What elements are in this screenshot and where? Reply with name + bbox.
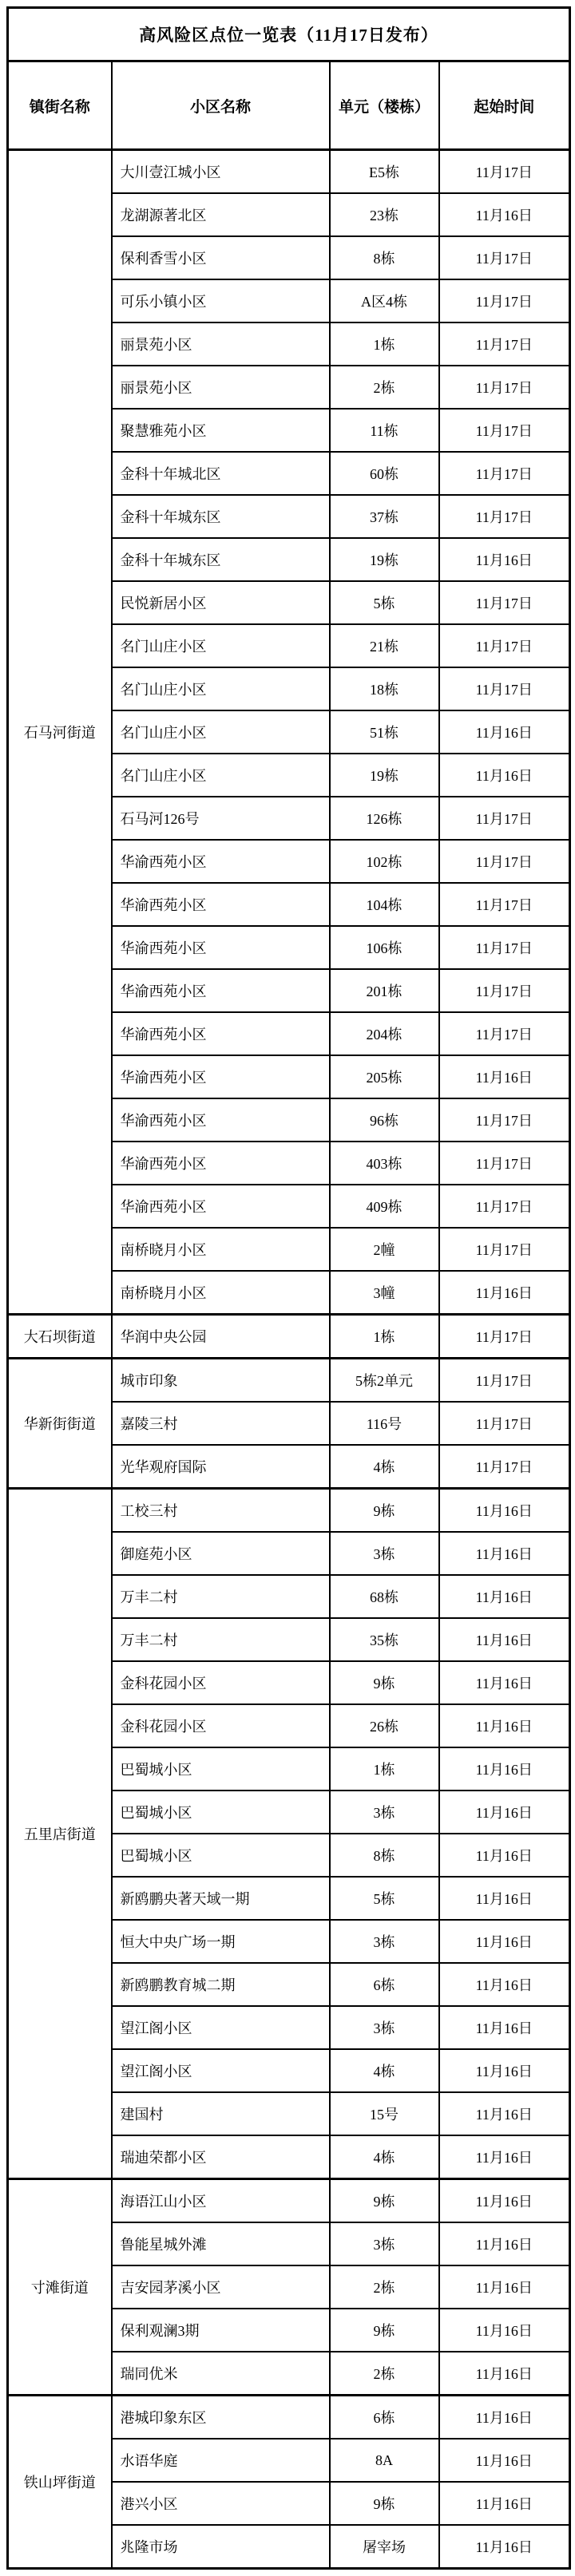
date-cell: 11月16日 <box>439 2049 570 2092</box>
title-row <box>8 8 570 61</box>
unit-cell: 1栋 <box>330 322 439 366</box>
date-cell: 11月17日 <box>439 1402 570 1445</box>
risk-area-table <box>6 6 571 2570</box>
community-cell: 龙湖源著北区 <box>112 193 330 236</box>
unit-cell: E5栋 <box>330 150 439 194</box>
unit-cell: 18栋 <box>330 667 439 710</box>
unit-cell: 8栋 <box>330 236 439 279</box>
unit-cell: 23栋 <box>330 193 439 236</box>
date-cell: 11月16日 <box>439 1963 570 2006</box>
date-cell: 11月16日 <box>439 2396 570 2439</box>
table-body <box>8 150 570 2569</box>
community-cell: 万丰二村 <box>112 1618 330 1661</box>
unit-cell: 6栋 <box>330 2396 439 2439</box>
unit-cell: 1栋 <box>330 1315 439 1359</box>
date-cell: 11月16日 <box>439 2006 570 2049</box>
community-cell: 华渝西苑小区 <box>112 926 330 969</box>
unit-cell: 2栋 <box>330 2352 439 2396</box>
unit-cell: 126栋 <box>330 797 439 840</box>
date-cell: 11月16日 <box>439 2179 570 2223</box>
date-cell: 11月17日 <box>439 322 570 366</box>
date-cell: 11月16日 <box>439 1704 570 1747</box>
date-cell: 11月17日 <box>439 409 570 452</box>
unit-cell: 102栋 <box>330 840 439 883</box>
date-cell: 11月17日 <box>439 624 570 667</box>
community-cell: 华渝西苑小区 <box>112 1055 330 1098</box>
column-header-community: 小区名称 <box>112 61 330 150</box>
date-cell: 11月17日 <box>439 883 570 926</box>
street-name-cell: 大石坝街道 <box>8 1315 112 1359</box>
date-cell: 11月16日 <box>439 2265 570 2309</box>
date-cell: 11月17日 <box>439 1228 570 1271</box>
table-head <box>8 8 570 150</box>
unit-cell: 3栋 <box>330 1791 439 1834</box>
date-cell: 11月17日 <box>439 797 570 840</box>
community-cell: 可乐小镇小区 <box>112 279 330 322</box>
unit-cell: 11栋 <box>330 409 439 452</box>
unit-cell: 3栋 <box>330 2006 439 2049</box>
community-cell: 华润中央公园 <box>112 1315 330 1359</box>
column-header-street: 镇街名称 <box>8 61 112 150</box>
unit-cell: 205栋 <box>330 1055 439 1098</box>
date-cell: 11月16日 <box>439 2439 570 2482</box>
street-name-cell: 五里店街道 <box>8 1489 112 2179</box>
unit-cell: 19栋 <box>330 754 439 797</box>
column-header-date: 起始时间 <box>439 61 570 150</box>
date-cell: 11月17日 <box>439 1098 570 1142</box>
date-cell: 11月17日 <box>439 1315 570 1359</box>
community-cell: 丽景苑小区 <box>112 322 330 366</box>
community-cell: 聚慧雅苑小区 <box>112 409 330 452</box>
date-cell: 11月17日 <box>439 1445 570 1489</box>
unit-cell: 60栋 <box>330 452 439 495</box>
date-cell: 11月16日 <box>439 1834 570 1877</box>
unit-cell: 2幢 <box>330 1228 439 1271</box>
community-cell: 恒大中央广场一期 <box>112 1920 330 1963</box>
unit-cell: 37栋 <box>330 495 439 538</box>
community-cell: 金科十年城北区 <box>112 452 330 495</box>
table-row <box>8 1489 570 1533</box>
date-cell: 11月16日 <box>439 1532 570 1575</box>
unit-cell: 35栋 <box>330 1618 439 1661</box>
community-cell: 海语江山小区 <box>112 2179 330 2223</box>
community-cell: 名门山庄小区 <box>112 624 330 667</box>
unit-cell: 106栋 <box>330 926 439 969</box>
unit-cell: 96栋 <box>330 1098 439 1142</box>
community-cell: 新鸥鹏央著天域一期 <box>112 1877 330 1920</box>
community-cell: 巴蜀城小区 <box>112 1834 330 1877</box>
unit-cell: 9栋 <box>330 1661 439 1704</box>
date-cell: 11月16日 <box>439 1877 570 1920</box>
community-cell: 南桥晓月小区 <box>112 1228 330 1271</box>
unit-cell: 4栋 <box>330 2135 439 2179</box>
table-row <box>8 1359 570 1403</box>
date-cell: 11月17日 <box>439 840 570 883</box>
date-cell: 11月17日 <box>439 667 570 710</box>
table-row <box>8 2179 570 2223</box>
community-cell: 瑞同优米 <box>112 2352 330 2396</box>
community-cell: 巴蜀城小区 <box>112 1791 330 1834</box>
community-cell: 华渝西苑小区 <box>112 883 330 926</box>
unit-cell: 26栋 <box>330 1704 439 1747</box>
unit-cell: 51栋 <box>330 710 439 754</box>
date-cell: 11月17日 <box>439 150 570 194</box>
date-cell: 11月16日 <box>439 2309 570 2352</box>
unit-cell: 3幢 <box>330 1271 439 1315</box>
community-cell: 华渝西苑小区 <box>112 1142 330 1185</box>
unit-cell: 403栋 <box>330 1142 439 1185</box>
date-cell: 11月16日 <box>439 1489 570 1533</box>
community-cell: 水语华庭 <box>112 2439 330 2482</box>
community-cell: 新鸥鹏教育城二期 <box>112 1963 330 2006</box>
unit-cell: 6栋 <box>330 1963 439 2006</box>
community-cell: 名门山庄小区 <box>112 710 330 754</box>
community-cell: 鲁能星城外滩 <box>112 2222 330 2265</box>
unit-cell: 3栋 <box>330 1532 439 1575</box>
community-cell: 保利观澜3期 <box>112 2309 330 2352</box>
unit-cell: 116号 <box>330 1402 439 1445</box>
community-cell: 金科花园小区 <box>112 1661 330 1704</box>
unit-cell: 4栋 <box>330 2049 439 2092</box>
community-cell: 巴蜀城小区 <box>112 1747 330 1791</box>
date-cell: 11月17日 <box>439 1359 570 1403</box>
community-cell: 名门山庄小区 <box>112 667 330 710</box>
date-cell: 11月16日 <box>439 2135 570 2179</box>
header-row <box>8 61 570 150</box>
unit-cell: 19栋 <box>330 538 439 581</box>
date-cell: 11月16日 <box>439 1791 570 1834</box>
date-cell: 11月16日 <box>439 1575 570 1618</box>
unit-cell: 5栋2单元 <box>330 1359 439 1403</box>
unit-cell: A区4栋 <box>330 279 439 322</box>
street-name-cell: 石马河街道 <box>8 150 112 1315</box>
date-cell: 11月17日 <box>439 926 570 969</box>
unit-cell: 5栋 <box>330 581 439 624</box>
community-cell: 丽景苑小区 <box>112 366 330 409</box>
unit-cell: 2栋 <box>330 2265 439 2309</box>
community-cell: 兆隆市场 <box>112 2525 330 2569</box>
unit-cell: 21栋 <box>330 624 439 667</box>
unit-cell: 9栋 <box>330 2309 439 2352</box>
date-cell: 11月16日 <box>439 710 570 754</box>
community-cell: 工校三村 <box>112 1489 330 1533</box>
date-cell: 11月16日 <box>439 2222 570 2265</box>
date-cell: 11月17日 <box>439 969 570 1012</box>
date-cell: 11月16日 <box>439 193 570 236</box>
unit-cell: 5栋 <box>330 1877 439 1920</box>
community-cell: 保利香雪小区 <box>112 236 330 279</box>
column-header-unit: 单元（楼栋） <box>330 61 439 150</box>
community-cell: 南桥晓月小区 <box>112 1271 330 1315</box>
unit-cell: 104栋 <box>330 883 439 926</box>
date-cell: 11月16日 <box>439 538 570 581</box>
community-cell: 光华观府国际 <box>112 1445 330 1489</box>
community-cell: 大川壹江城小区 <box>112 150 330 194</box>
unit-cell: 204栋 <box>330 1012 439 1055</box>
unit-cell: 15号 <box>330 2092 439 2135</box>
community-cell: 港城印象东区 <box>112 2396 330 2439</box>
date-cell: 11月16日 <box>439 2482 570 2525</box>
date-cell: 11月17日 <box>439 236 570 279</box>
unit-cell: 9栋 <box>330 2179 439 2223</box>
community-cell: 石马河126号 <box>112 797 330 840</box>
street-name-cell: 寸滩街道 <box>8 2179 112 2396</box>
unit-cell: 4栋 <box>330 1445 439 1489</box>
date-cell: 11月16日 <box>439 1618 570 1661</box>
date-cell: 11月16日 <box>439 1920 570 1963</box>
community-cell: 瑞迪荣都小区 <box>112 2135 330 2179</box>
community-cell: 华渝西苑小区 <box>112 840 330 883</box>
date-cell: 11月16日 <box>439 754 570 797</box>
community-cell: 金科花园小区 <box>112 1704 330 1747</box>
community-cell: 建国村 <box>112 2092 330 2135</box>
table-title: 高风险区点位一览表（11月17日发布） <box>8 8 570 61</box>
unit-cell: 8栋 <box>330 1834 439 1877</box>
community-cell: 华渝西苑小区 <box>112 1098 330 1142</box>
date-cell: 11月16日 <box>439 1661 570 1704</box>
date-cell: 11月17日 <box>439 279 570 322</box>
community-cell: 望江阁小区 <box>112 2049 330 2092</box>
unit-cell: 409栋 <box>330 1185 439 1228</box>
unit-cell: 9栋 <box>330 1489 439 1533</box>
date-cell: 11月17日 <box>439 366 570 409</box>
community-cell: 望江阁小区 <box>112 2006 330 2049</box>
street-name-cell: 华新街街道 <box>8 1359 112 1489</box>
date-cell: 11月17日 <box>439 581 570 624</box>
date-cell: 11月16日 <box>439 2352 570 2396</box>
table-row <box>8 2396 570 2439</box>
community-cell: 金科十年城东区 <box>112 495 330 538</box>
community-cell: 吉安园茅溪小区 <box>112 2265 330 2309</box>
unit-cell: 201栋 <box>330 969 439 1012</box>
date-cell: 11月16日 <box>439 2525 570 2569</box>
community-cell: 嘉陵三村 <box>112 1402 330 1445</box>
unit-cell: 2栋 <box>330 366 439 409</box>
date-cell: 11月16日 <box>439 1271 570 1315</box>
unit-cell: 3栋 <box>330 1920 439 1963</box>
date-cell: 11月16日 <box>439 1055 570 1098</box>
date-cell: 11月17日 <box>439 1012 570 1055</box>
community-cell: 华渝西苑小区 <box>112 969 330 1012</box>
date-cell: 11月17日 <box>439 495 570 538</box>
date-cell: 11月16日 <box>439 1747 570 1791</box>
unit-cell: 8A <box>330 2439 439 2482</box>
unit-cell: 9栋 <box>330 2482 439 2525</box>
community-cell: 华渝西苑小区 <box>112 1012 330 1055</box>
date-cell: 11月17日 <box>439 1142 570 1185</box>
unit-cell: 1栋 <box>330 1747 439 1791</box>
community-cell: 名门山庄小区 <box>112 754 330 797</box>
community-cell: 城市印象 <box>112 1359 330 1403</box>
community-cell: 华渝西苑小区 <box>112 1185 330 1228</box>
street-name-cell: 铁山坪街道 <box>8 2396 112 2569</box>
community-cell: 御庭苑小区 <box>112 1532 330 1575</box>
table-row <box>8 1315 570 1359</box>
date-cell: 11月17日 <box>439 452 570 495</box>
table-row <box>8 150 570 194</box>
community-cell: 民悦新居小区 <box>112 581 330 624</box>
community-cell: 港兴小区 <box>112 2482 330 2525</box>
unit-cell: 屠宰场 <box>330 2525 439 2569</box>
community-cell: 万丰二村 <box>112 1575 330 1618</box>
community-cell: 金科十年城东区 <box>112 538 330 581</box>
unit-cell: 68栋 <box>330 1575 439 1618</box>
unit-cell: 3栋 <box>330 2222 439 2265</box>
date-cell: 11月17日 <box>439 1185 570 1228</box>
date-cell: 11月16日 <box>439 2092 570 2135</box>
